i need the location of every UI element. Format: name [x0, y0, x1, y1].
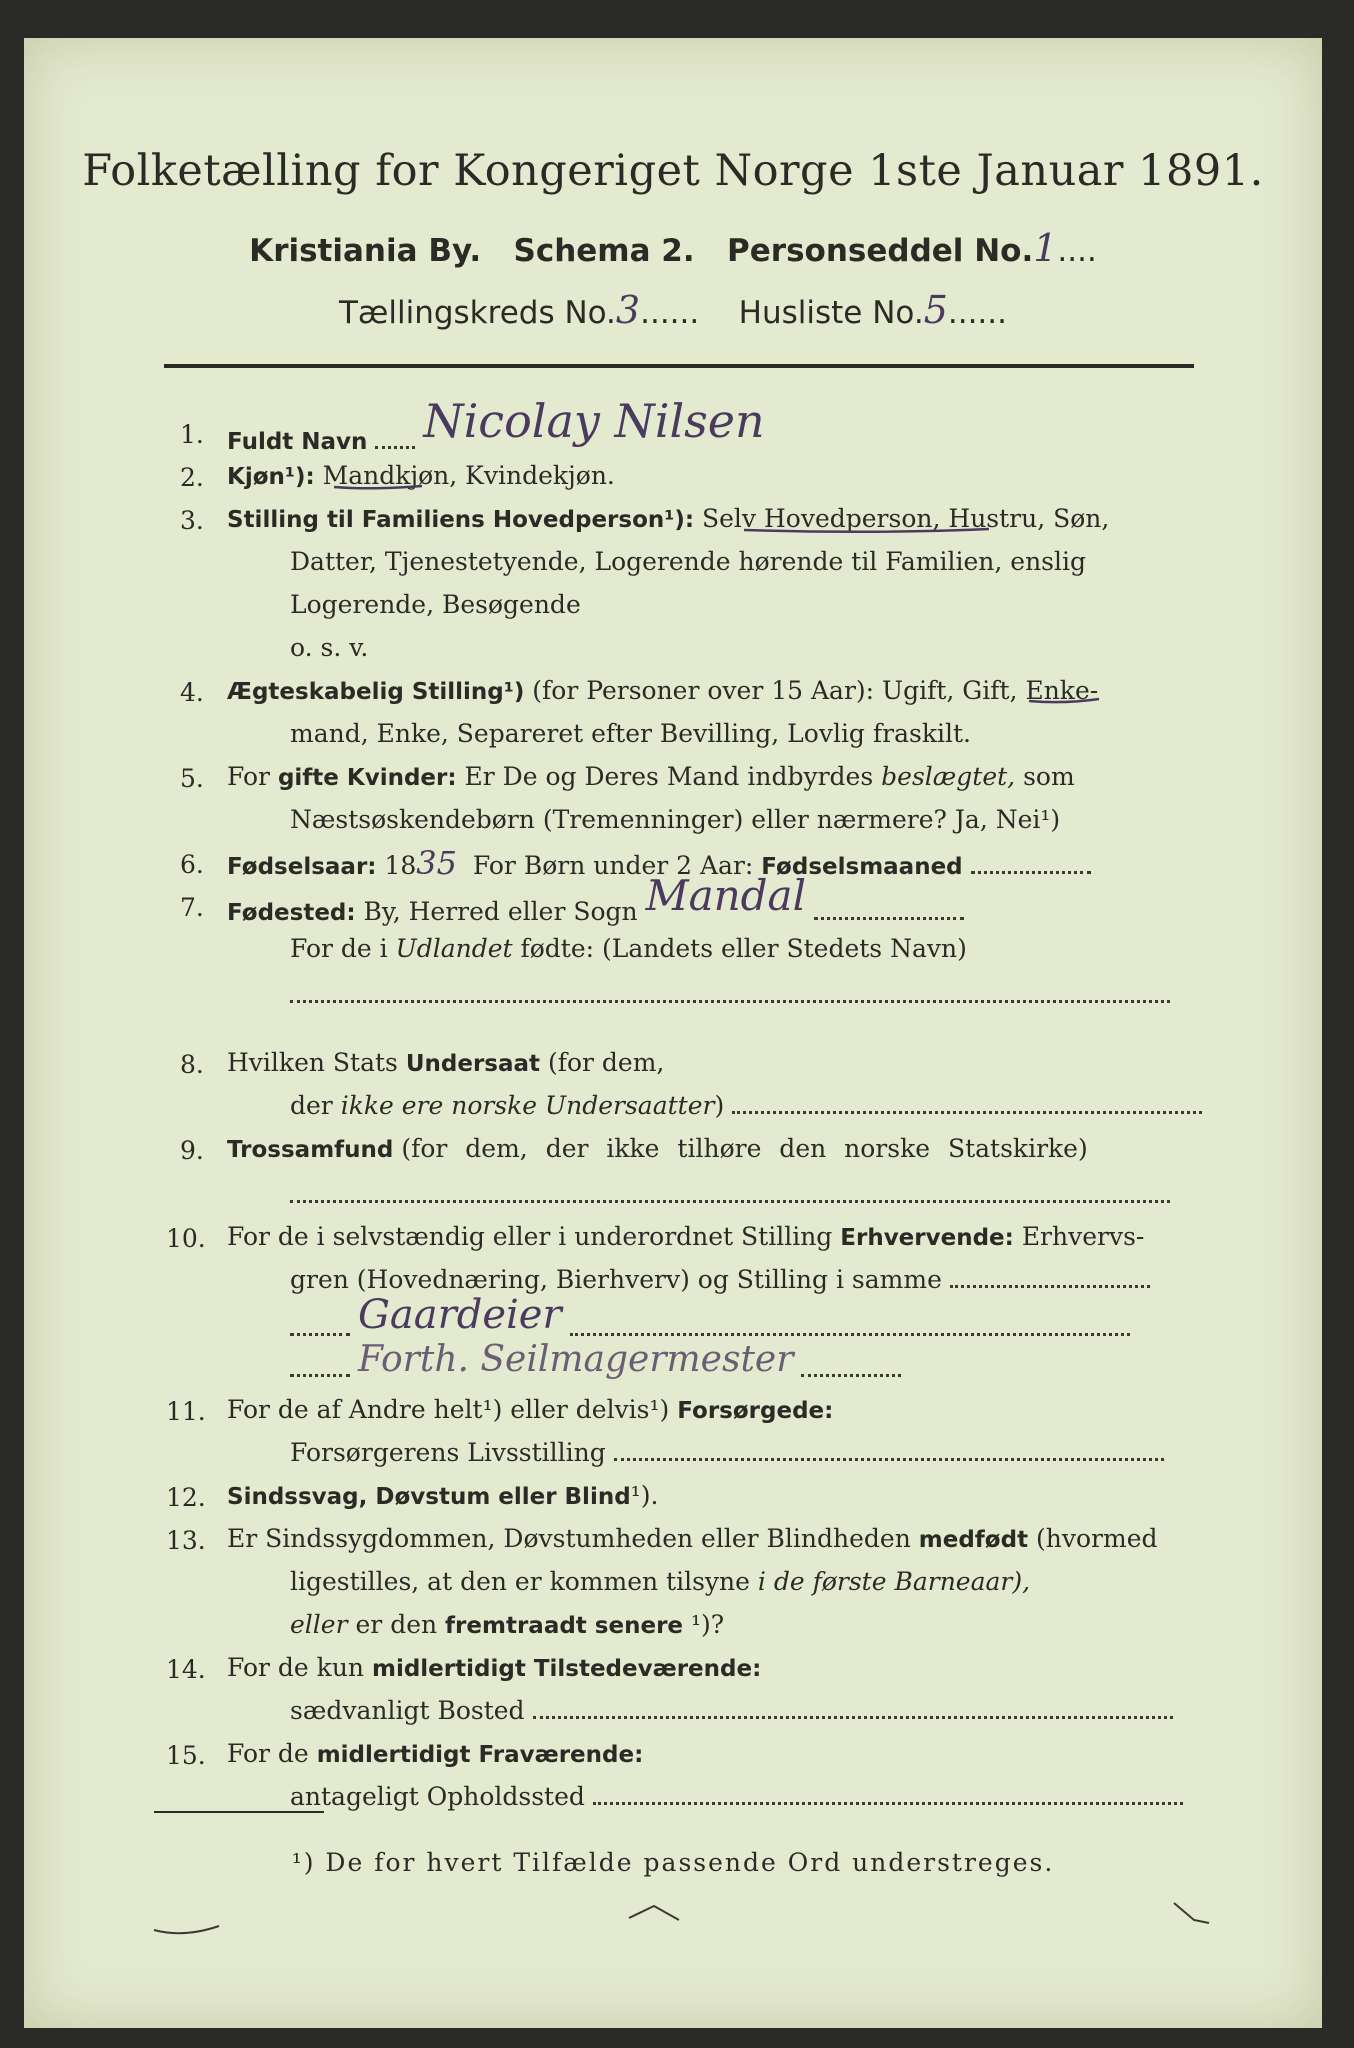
item-14-a: For de kun: [227, 1653, 365, 1682]
footnote: ¹) De for hvert Tilfælde passende Ord understreges.: [291, 1848, 1055, 1877]
form-numbers: Tællingskreds No.3...... Husliste No.5......: [338, 288, 1007, 332]
item-13-e: i de første Barneaar),: [757, 1567, 1031, 1596]
taellingskreds-label: Tællingskreds No.: [338, 295, 616, 331]
birth-year-value: 35: [416, 844, 457, 882]
item-8-a: Hvilken Stats: [227, 1048, 398, 1077]
item-10-label: Erhvervende:: [840, 1225, 1014, 1251]
item-13-i: ¹)?: [690, 1610, 725, 1639]
item-15-c: antageligt Opholdssted: [290, 1782, 585, 1811]
birthplace-value: Mandal: [645, 871, 807, 920]
item-6-month-label: Fødselsmaaned: [761, 854, 963, 880]
occupation-value-1: Gaardeier: [357, 1292, 562, 1338]
item-13-h: fremtraadt senere: [445, 1613, 684, 1639]
item-7-number: 7.: [180, 893, 204, 922]
item-15-number: 15.: [166, 1741, 206, 1770]
item-13-g: er den: [355, 1610, 438, 1639]
handwritten-marks: [24, 38, 1322, 2028]
item-14-label: midlertidigt Tilstedeværende:: [371, 1656, 762, 1682]
item-9-label: Trossamfund: [227, 1137, 394, 1163]
item-3-line-3: Logerende, Besøgende: [290, 590, 581, 619]
underline-selv-hovedperson: [744, 529, 989, 532]
item-15-a: For de: [227, 1739, 309, 1768]
item-3-options: Selv Hovedperson, Hustru, Søn,: [702, 504, 1110, 533]
full-name-value: Nicolay Nilsen: [423, 394, 765, 448]
item-7-for: For de i: [290, 934, 388, 963]
item-8-c: (for dem,: [547, 1048, 665, 1077]
item-5-for: For: [227, 762, 270, 791]
item-4-line-2: mand, Enke, Separeret efter Bevilling, Lovlig fraskilt.: [290, 719, 971, 748]
item-13-label: medfødt: [918, 1527, 1029, 1553]
item-13-a: Er Sindssygdommen, Døvstumheden eller Blindheden: [227, 1524, 911, 1553]
item-5-label: gifte Kvinder:: [277, 765, 457, 791]
item-3-number: 3.: [180, 506, 204, 535]
item-6-number: 6.: [180, 850, 204, 879]
item-15-label: midlertidigt Fraværende:: [316, 1742, 644, 1768]
item-5-line-2: Næstsøskendebørn (Tremenninger) eller nærmere? Ja, Nei¹): [290, 805, 1061, 834]
item-8-italic: ikke ere norske Undersaatter: [340, 1091, 715, 1120]
city: Kristiania By.: [249, 233, 482, 269]
item-6-century: 18: [384, 851, 417, 880]
item-5-number: 5.: [180, 764, 204, 793]
item-14-number: 14.: [166, 1655, 206, 1684]
corner-mark-right: [1174, 1903, 1209, 1923]
item-11-c: Forsørgerens Livsstilling: [290, 1438, 606, 1467]
underline-gift: [1029, 699, 1099, 702]
item-12-blind: Blind: [564, 1484, 631, 1510]
personseddel-label: Personseddel No.: [727, 233, 1034, 269]
item-14-c: sædvanligt Bosted: [290, 1696, 525, 1725]
item-12-end: ¹).: [630, 1481, 659, 1510]
schema: Schema 2.: [513, 233, 695, 269]
husliste-label: Husliste No.: [738, 295, 924, 331]
form-title: Folketælling for Kongeriget Norge 1ste Januar 1891.: [82, 146, 1264, 196]
item-6-label: Fødselsaar:: [227, 854, 377, 880]
item-8-paren: ): [714, 1091, 725, 1120]
form-subtitle: Kristiania By. Schema 2. Personseddel No.1....: [249, 226, 1097, 270]
item-9-text: (for dem, der ikke tilhøre den norske Statskirke): [401, 1134, 1088, 1163]
item-2-label: Kjøn¹):: [227, 464, 315, 490]
item-12-number: 12.: [166, 1483, 206, 1512]
item-8-number: 8.: [180, 1050, 204, 1079]
item-7-rest: fødte: (Landets eller Stedets Navn): [520, 934, 967, 963]
item-7-label: Fødested:: [227, 900, 356, 926]
husliste-value: 5: [923, 288, 948, 332]
personseddel-value: 1: [1033, 226, 1058, 270]
item-10-a: For de i selvstændig eller i underordnet Stilling: [227, 1222, 833, 1251]
item-10-c: Erhvervs-: [1021, 1222, 1145, 1251]
item-1-number: 1.: [180, 420, 204, 449]
corner-mark-center: [629, 1906, 679, 1920]
item-8-label: Undersaat: [405, 1051, 541, 1077]
item-12-eller: eller: [498, 1484, 557, 1510]
item-11-a: For de af Andre helt¹) eller delvis¹): [227, 1395, 670, 1424]
item-6-text: For Børn under 2 Aar:: [472, 851, 754, 880]
item-3-label: Stilling til Familiens Hovedperson¹):: [227, 507, 695, 533]
item-2-number: 2.: [180, 463, 204, 492]
item-13-number: 13.: [166, 1526, 206, 1555]
item-4-options: (for Personer over 15 Aar): Ugift, Gift, Enke-: [532, 676, 1099, 705]
item-7-abroad: Udlandet: [395, 934, 513, 963]
item-4-number: 4.: [180, 678, 204, 707]
item-5-text: Er De og Deres Mand indbyrdes: [464, 762, 874, 791]
item-11-label: Forsørgede:: [677, 1398, 834, 1424]
item-11-number: 11.: [166, 1397, 206, 1426]
item-10-d: gren (Hovednæring, Bierhverv) og Stilling i samme: [290, 1265, 942, 1294]
underline-mandkjon: [334, 486, 422, 488]
item-8-der: der: [290, 1091, 333, 1120]
item-7-text: By, Herred eller Sogn: [363, 897, 638, 926]
census-form: [24, 38, 1322, 2028]
item-1-label: Fuldt Navn: [227, 429, 368, 455]
item-4-label: Ægteskabelig Stilling¹): [227, 679, 525, 705]
taellingskreds-value: 3: [615, 288, 641, 332]
item-5-italic: beslægtet,: [881, 762, 1016, 791]
item-10-number: 10.: [166, 1224, 206, 1253]
item-12-label: Sindssvag, Døvstum: [227, 1484, 491, 1510]
corner-mark-left: [154, 1926, 219, 1933]
item-3-line-4: o. s. v.: [290, 633, 369, 662]
item-3-line-2: Datter, Tjenestetyende, Logerende hørende til Familien, enslig: [290, 547, 1087, 576]
item-13-d: ligestilles, at den er kommen tilsyne: [290, 1567, 750, 1596]
item-13-f: eller: [290, 1610, 348, 1639]
item-2-options: Mandkjøn, Kvindekjøn.: [322, 461, 615, 490]
item-13-c: (hvormed: [1036, 1524, 1158, 1553]
item-5-som: som: [1023, 762, 1075, 791]
occupation-value-2: Forth. Seilmagermester: [357, 1339, 794, 1380]
item-9-number: 9.: [180, 1136, 204, 1165]
